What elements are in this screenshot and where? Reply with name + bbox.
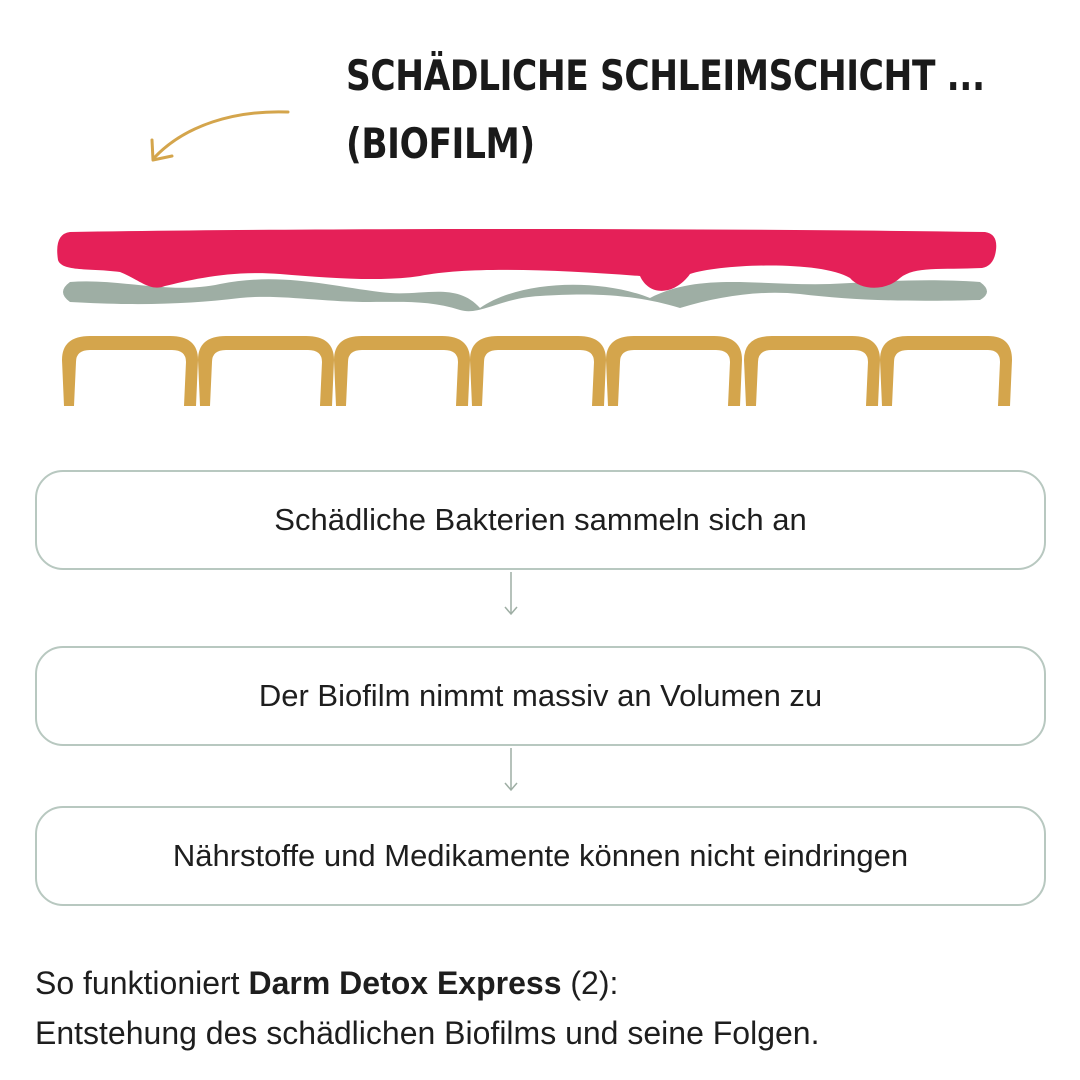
pointer-arrow-icon [140,100,300,170]
step-box-2 [35,646,1046,746]
step-text-3: Nährstoffe und Medikamente können nicht eindringen [172,838,909,873]
title-line-2: (BIOFILM) [346,119,535,168]
step-box-3 [35,806,1046,906]
step-text-1: Schädliche Bakterien sammeln sich an [274,502,807,537]
mucus-layer [63,279,987,311]
down-arrow-icon [501,572,521,616]
caption-line-1 [35,958,1055,1008]
villi-row [62,336,1012,406]
step-text-2: Der Biofilm nimmt massiv an Volumen zu [258,678,823,713]
diagram-title [346,42,985,178]
biofilm-layer [57,229,996,291]
down-arrow-icon [501,748,521,792]
step-box-1 [35,470,1046,570]
intestine-illustration [0,220,1080,420]
title-line-1: SCHÄDLICHE SCHLEIMSCHICHT ... [346,51,985,100]
caption-line-2: Entstehung des schädlichen Biofilms und seine Folgen. [35,1015,820,1051]
caption-brand: Darm Detox Express [248,965,562,1001]
caption-suffix: (2): [561,965,619,1001]
caption [35,958,1055,1058]
caption-prefix: So funktioniert [35,965,249,1001]
